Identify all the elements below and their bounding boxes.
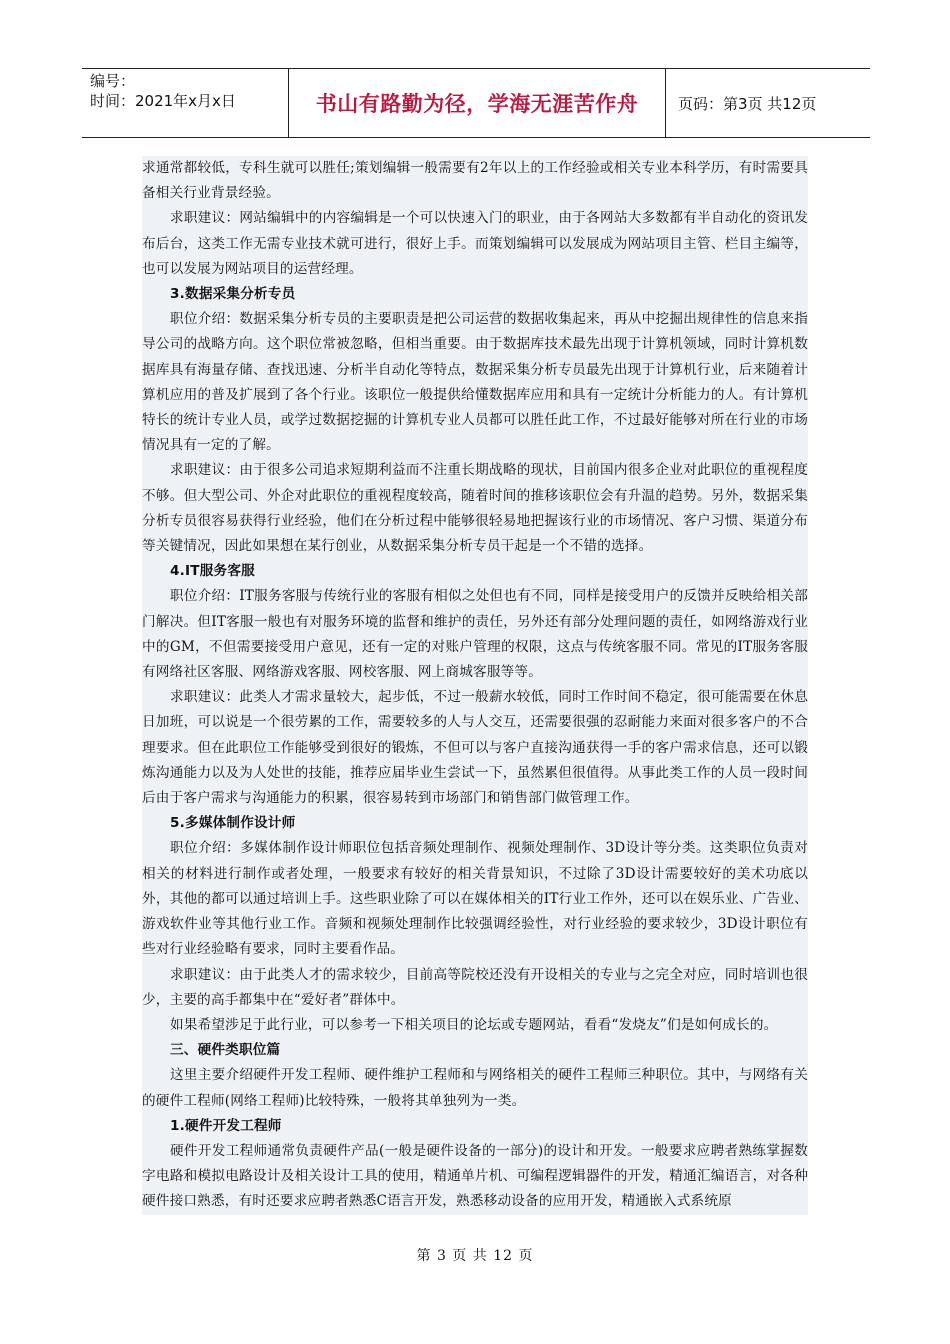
document-number: 编号：: [90, 72, 136, 90]
body-paragraph: 职位介绍：IT服务客服与传统行业的客服有相似之处但也有不同，同样是接受用户的反馈并反映给相关部门解决。但IT客服一般也有对服务环境的监督和维护的责任，另外还有部分处理问题的责任，如网络游戏行业中的GM，不但需要接受用户意见，还有一定的对账户管理的权限，这点与传统客服不同。常见的IT服务客服有网络社区客服、网络游戏客服、网校客服、网上商城客服等等。: [142, 588, 808, 681]
section-heading: 1.硬件开发工程师: [170, 1117, 282, 1134]
document-date: 时间：2021年x月x日: [90, 92, 236, 110]
body-paragraph: 如果希望涉足于此行业，可以参考一下相关项目的论坛或专题网站，看看“发烧友”们是如何成长的。: [170, 1016, 778, 1033]
body-paragraph: 职位介绍：数据采集分析专员的主要职责是把公司运营的数据收集起来，再从中挖掘出规律性的信息来指导公司的战略方向。这个职位常被忽略，但相当重要。由于数据库技术最先出现于计算机领域，同时计算机数据库具有海量存储、查找迅速、分析半自动化等特点，数据采集分析专员最先出现于计算机行业，后来随着计算机应用的普及扩展到了各个行业。该职位一般提供给懂数据库应用和具有一定统计分析能力的人。有计算机特长的统计专业人员，或学过数据挖掘的计算机专业人员都可以胜任此工作，不过最好能够对所在行业的市场情况具有一定的了解。: [142, 311, 808, 454]
header-motto: 书山有路勤为径，学海无涯苦作舟: [289, 69, 666, 137]
body-paragraph: 求职建议：此类人才需求量较大，起步低，不过一般薪水较低，同时工作时间不稳定，很可能需要在休息日加班，可以说是一个很劳累的工作，需要较多的人与人交互，还需要很强的忍耐能力来面对很多客户的不合理要求。但在此职位工作能够受到很好的锻炼，不但可以与客户直接沟通获得一手的客户需求信息，还可以锻炼沟通能力以及为人处世的技能，推荐应届毕业生尝试一下，虽然累但很值得。从事此类工作的人员一段时间后由于客户需求与沟通能力的积累，很容易转到市场部门和销售部门做管理工作。: [142, 689, 808, 807]
header-meta: [82, 69, 289, 137]
section-heading: 三、硬件类职位篇: [170, 1042, 281, 1059]
body-paragraph: 求通常都较低，专科生就可以胜任;策划编辑一般需要有2年以上的工作经验或相关专业本科学历，有时需要具备相关行业背景经验。: [142, 160, 808, 202]
header-page-number: 页码：第3页 共12页: [678, 94, 817, 113]
document-body: [142, 156, 808, 1215]
page-footer: 第 3 页 共 12 页: [416, 1248, 534, 1264]
body-paragraph: 职位介绍：多媒体制作设计师职位包括音频处理制作、视频处理制作、3D设计等分类。这类职位负责对相关的材料进行制作或者处理，一般要求有较好的相关背景知识，不过除了3D设计需要较好的美术功底以外，其他的都可以通过培训上手。这些职业除了可以在媒体相关的IT行业工作外，还可以在娱乐业、广告业、游戏软件业等其他行业工作。音频和视频处理制作比较强调经验性，对行业经验的要求较少，3D设计职位有些对行业经验略有要求，同时主要看作品。: [142, 840, 808, 958]
body-paragraph: 求职建议：由于此类人才的需求较少，目前高等院校还没有开设相关的专业与之完全对应，同时培训也很少，主要的高手都集中在“爱好者”群体中。: [142, 966, 808, 1008]
page-header: [82, 68, 870, 138]
body-paragraph: 这里主要介绍硬件开发工程师、硬件维护工程师和与网络相关的硬件工程师三种职位。其中，与网络有关的硬件工程师(网络工程师)比较特殊，一般将其单独列为一类。: [142, 1067, 808, 1109]
body-paragraph: 求职建议：网站编辑中的内容编辑是一个可以快速入门的职业，由于各网站大多数都有半自动化的资讯发布后台，这类工作无需专业技术就可进行，很好上手。而策划编辑可以发展成为网站项目主管、栏目主编等，也可以发展为网站项目的运营经理。: [142, 210, 808, 277]
body-paragraph: 硬件开发工程师通常负责硬件产品(一般是硬件设备的一部分)的设计和开发。一般要求应聘者熟练掌握数字电路和模拟电路设计及相关设计工具的使用，精通单片机、可编程逻辑器件的开发，精通汇编语言，对各种硬件接口熟悉，有时还要求应聘者熟悉C语言开发，熟悉移动设备的应用开发，精通嵌入式系统原: [142, 1142, 808, 1210]
section-heading: 4.IT服务客服: [170, 563, 255, 580]
section-heading: 3.数据采集分析专员: [170, 286, 296, 303]
body-paragraph: 求职建议：由于很多公司追求短期利益而不注重长期战略的现状，目前国内很多企业对此职位的重视程度不够。但大型公司、外企对此职位的重视程度较高，随着时间的推移该职位会有升温的趋势。另外，数据采集分析专员很容易获得行业经验，他们在分析过程中能够很轻易地把握该行业的市场情况、客户习惯、渠道分布等关键情况，因此如果想在某行创业，从数据采集分析专员干起是一个不错的选择。: [142, 462, 808, 555]
section-heading: 5.多媒体制作设计师: [170, 815, 296, 832]
